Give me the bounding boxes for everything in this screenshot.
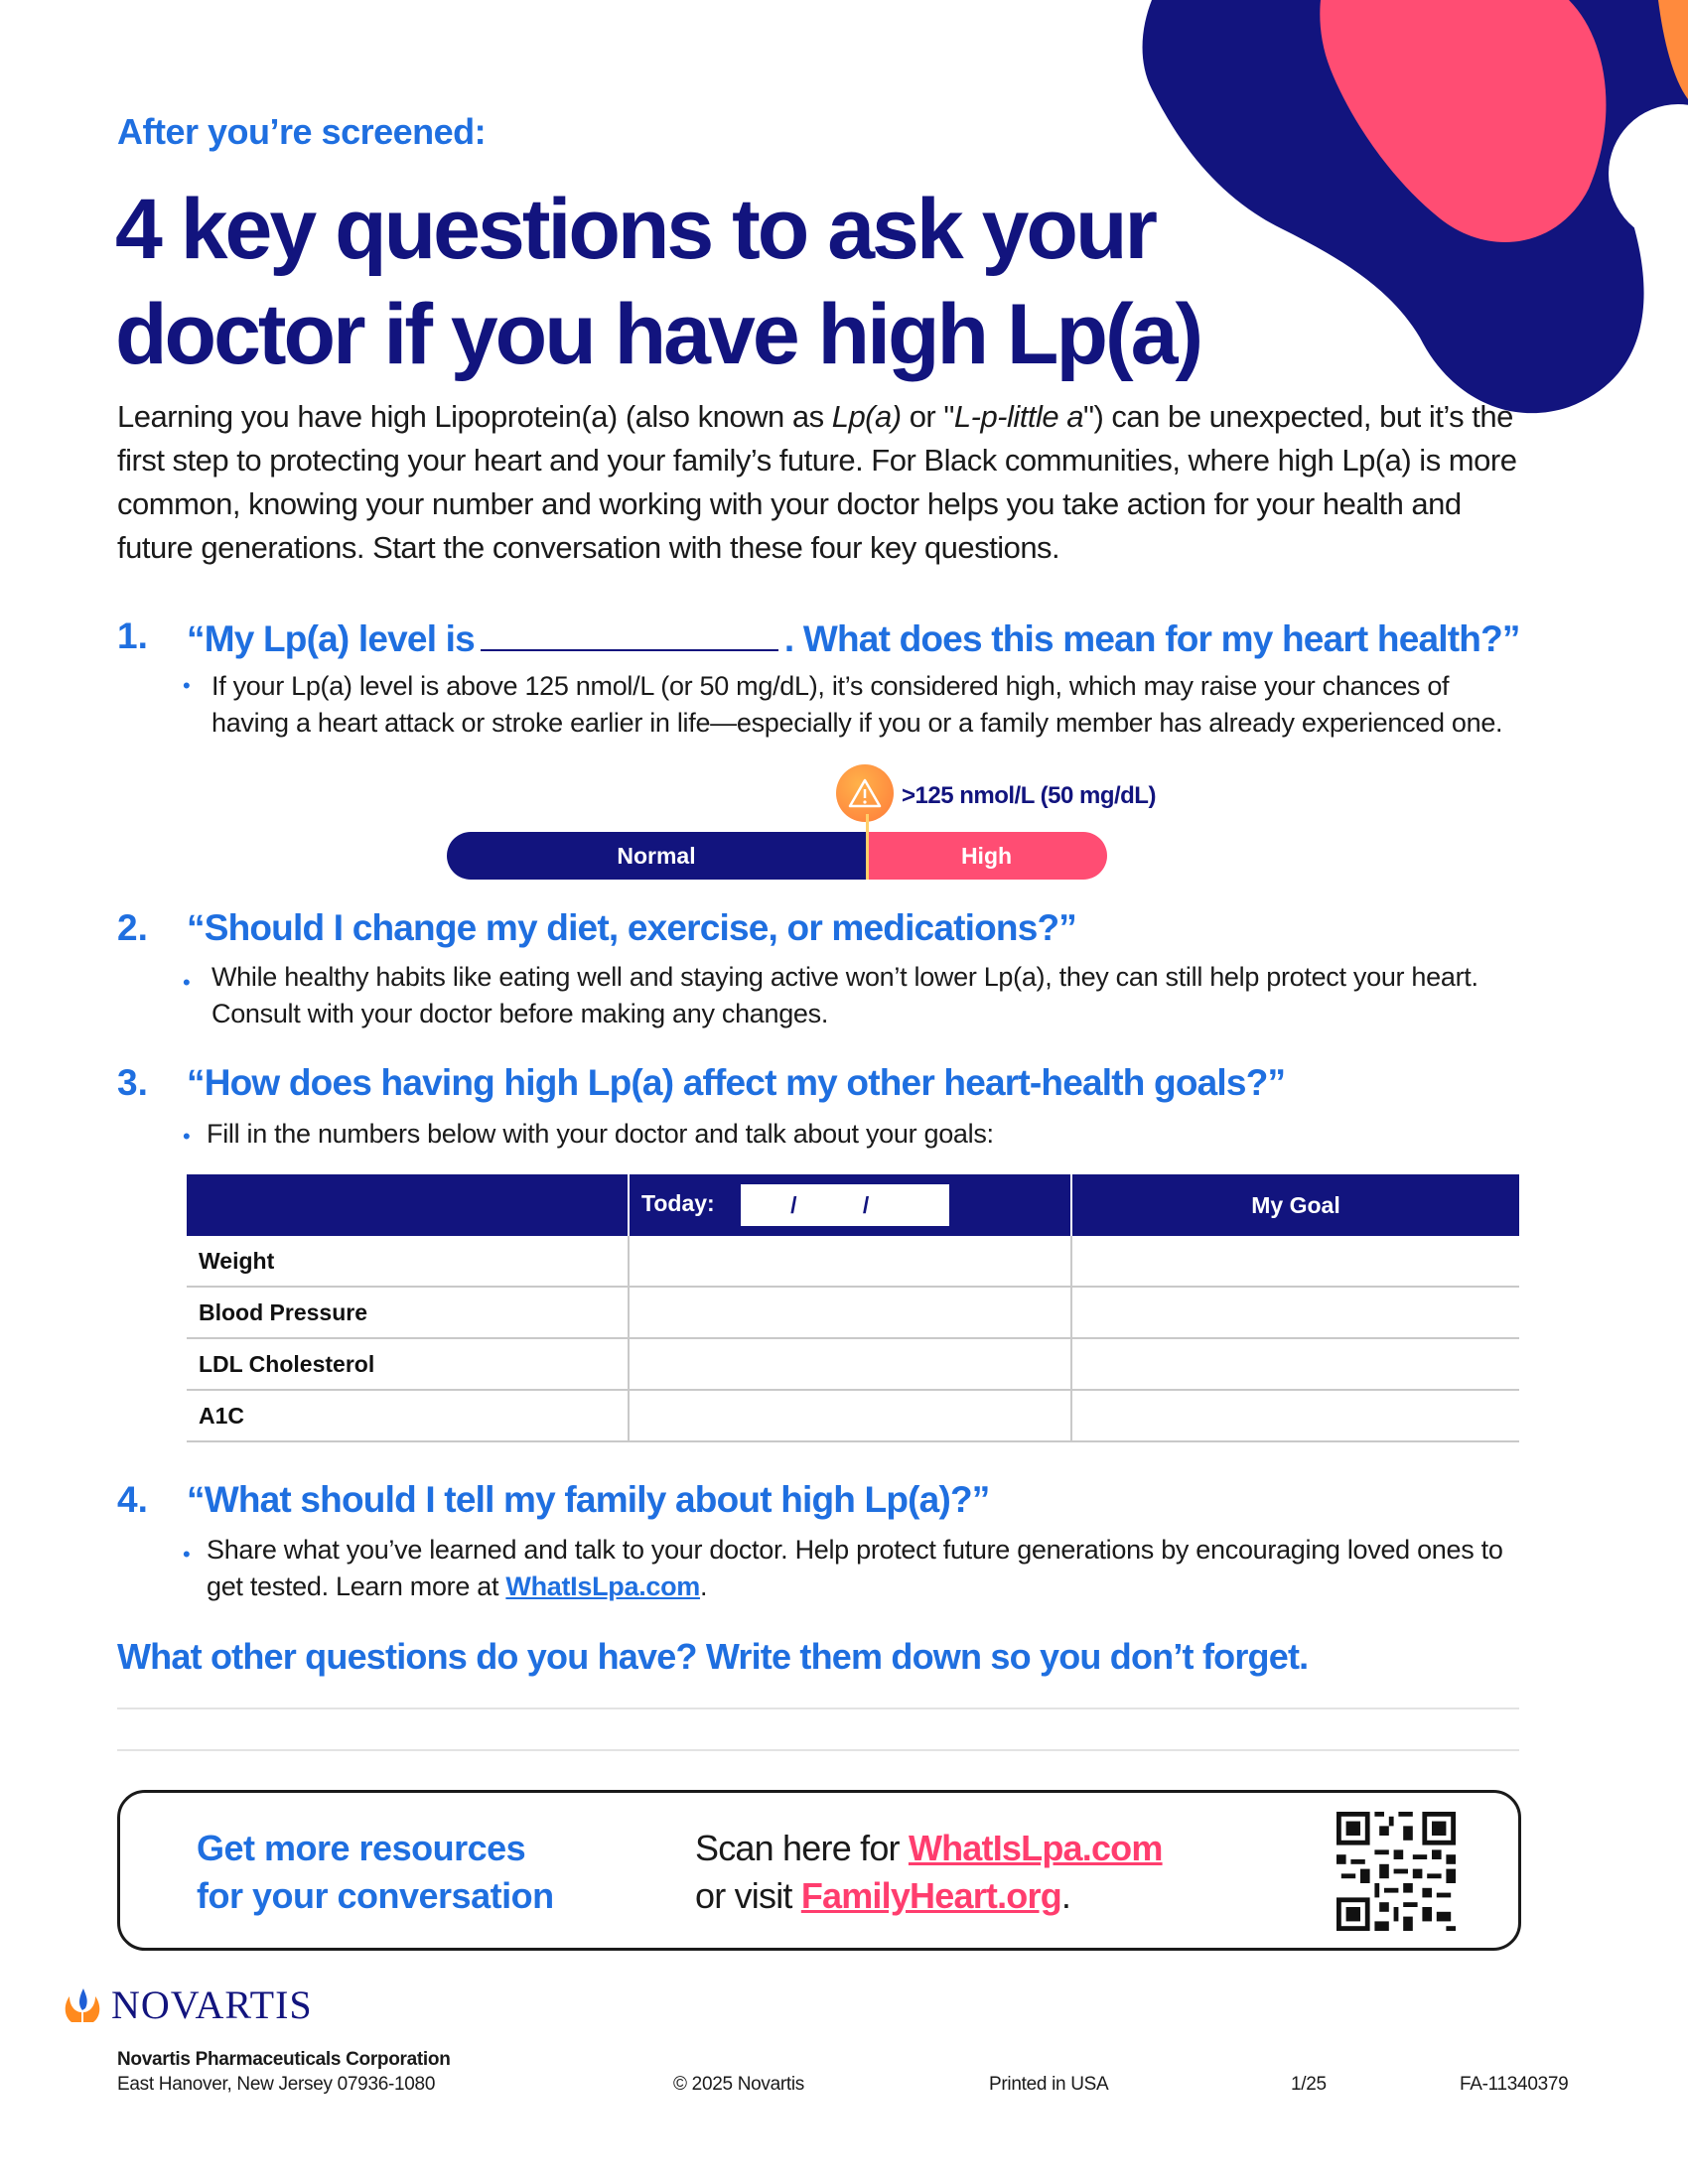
row-label-ldl: LDL Cholesterol — [187, 1338, 629, 1390]
intro-text-2: or " — [901, 399, 954, 434]
question-4-bullet-text: Share what you’ve learned and talk to your doctor. Help protect future generations by encouraging loved ones to get tested. Learn more at — [207, 1535, 1503, 1601]
intro-term-1: Lp(a) — [831, 399, 902, 434]
bullet-dot: • — [183, 970, 191, 995]
company-name: Novartis Pharmaceuticals Corporation — [117, 2049, 451, 2070]
question-3-number: 3. — [117, 1062, 148, 1103]
writing-line[interactable] — [117, 1749, 1519, 1751]
threshold-label: >125 nmol/L (50 mg/dL) — [902, 782, 1156, 809]
resources-heading-line-1: Get more resources — [197, 1828, 526, 1868]
table-row — [187, 1390, 1519, 1441]
goal-weight-cell[interactable] — [1071, 1236, 1519, 1287]
question-4-bullet — [207, 1532, 1527, 1605]
question-1-number: 1. — [117, 615, 148, 656]
other-questions-heading: What other questions do you have? Write them down so you don’t forget. — [117, 1636, 1309, 1677]
goal-bp-cell[interactable] — [1071, 1287, 1519, 1338]
writing-line[interactable] — [117, 1707, 1519, 1709]
visit-text: or visit — [695, 1875, 801, 1916]
row-label-blood-pressure: Blood Pressure — [187, 1287, 629, 1338]
question-2-bullet: While healthy habits like eating well and staying active won’t lower Lp(a), they can still help protect your heart. Consult with your doctor before making any changes. — [211, 962, 1478, 1028]
warning-icon — [836, 764, 894, 822]
table-header-today — [629, 1174, 1071, 1236]
page-title: 4 key questions to ask your doctor if you have high Lp(a) — [115, 182, 1201, 382]
date-code: 1/25 — [1291, 2074, 1327, 2095]
question-4-number: 4. — [117, 1479, 148, 1520]
table-row — [187, 1338, 1519, 1390]
question-3-text: “How does having high Lp(a) affect my other heart-health goals?” — [187, 1062, 1286, 1103]
job-code: FA-11340379 — [1460, 2074, 1569, 2095]
bullet-dot: • — [183, 1124, 191, 1149]
row-label-weight: Weight — [187, 1236, 629, 1287]
company-address: East Hanover, New Jersey 07936-1080 — [117, 2074, 436, 2095]
table-header-goal: My Goal — [1071, 1174, 1519, 1236]
novartis-flame-icon — [60, 1982, 105, 2028]
question-1-text-before: “My Lp(a) level is — [187, 618, 475, 659]
question-2-number: 2. — [117, 907, 148, 948]
bullet-dot: • — [183, 1542, 191, 1567]
eyebrow-text: After you’re screened: — [117, 111, 487, 152]
question-4-text: “What should I tell my family about high Lp(a)?” — [187, 1479, 990, 1520]
threshold-marker — [866, 814, 869, 880]
lp-level-blank[interactable] — [481, 615, 778, 651]
scan-text: Scan here for — [695, 1828, 909, 1868]
lpa-gauge — [447, 832, 1107, 880]
question-1-bullet: If your Lp(a) level is above 125 nmol/L (or 50 mg/dL), it’s considered high, which may raise your chances of having a heart attack or stroke earlier in life—especially if you or a family member has already experienced one. — [211, 671, 1503, 738]
today-a1c-cell[interactable] — [629, 1390, 1071, 1441]
row-label-a1c: A1C — [187, 1390, 629, 1441]
intro-paragraph — [117, 395, 1527, 570]
printed-in: Printed in USA — [989, 2074, 1109, 2095]
intro-text-3: ") can be unexpected, but it’s the first step to protecting your heart and your family’s future. For Black communities, where high Lp(a) is more common, knowing your number and working with your doctor helps you take action for your health and future generations. Start the conversation with these four key questions. — [117, 399, 1517, 565]
table-row — [187, 1287, 1519, 1338]
question-1-text — [187, 615, 1520, 660]
table-header-label — [187, 1174, 629, 1236]
table-row — [187, 1236, 1519, 1287]
question-1-text-after: . What does this mean for my heart health?” — [783, 618, 1520, 659]
visit-end: . — [1060, 1875, 1071, 1916]
bullet-dot: • — [183, 673, 191, 698]
gauge-normal: Normal — [447, 832, 866, 880]
novartis-logo — [60, 1981, 313, 2028]
intro-text-1: Learning you have high Lipoprotein(a) (also known as — [117, 399, 832, 434]
resources-links — [695, 1825, 1163, 1920]
question-3-bullet: Fill in the numbers below with your doctor and talk about your goals: — [207, 1119, 994, 1149]
goals-table — [187, 1174, 1519, 1442]
question-2-text: “Should I change my diet, exercise, or medications?” — [187, 907, 1076, 948]
goal-ldl-cell[interactable] — [1071, 1338, 1519, 1390]
today-label: Today: — [641, 1190, 715, 1217]
intro-term-2: L-p-little a — [953, 399, 1083, 434]
copyright: © 2025 Novartis — [673, 2074, 805, 2095]
goal-a1c-cell[interactable] — [1071, 1390, 1519, 1441]
today-bp-cell[interactable] — [629, 1287, 1071, 1338]
qr-code[interactable] — [1336, 1812, 1456, 1931]
familyheart-link[interactable]: FamilyHeart.org — [800, 1875, 1061, 1916]
today-ldl-cell[interactable] — [629, 1338, 1071, 1390]
whatislpa-link[interactable]: WhatIsLpa.com — [505, 1571, 701, 1601]
resources-heading — [197, 1825, 554, 1920]
today-weight-cell[interactable] — [629, 1236, 1071, 1287]
question-4-bullet-end: . — [700, 1571, 708, 1601]
resources-heading-line-2: for your conversation — [197, 1875, 554, 1916]
gauge-high: High — [866, 832, 1107, 880]
date-field[interactable]: / / — [741, 1184, 949, 1226]
novartis-wordmark: NOVARTIS — [111, 1982, 313, 2027]
whatislpa-scan-link[interactable]: WhatIsLpa.com — [908, 1828, 1163, 1868]
